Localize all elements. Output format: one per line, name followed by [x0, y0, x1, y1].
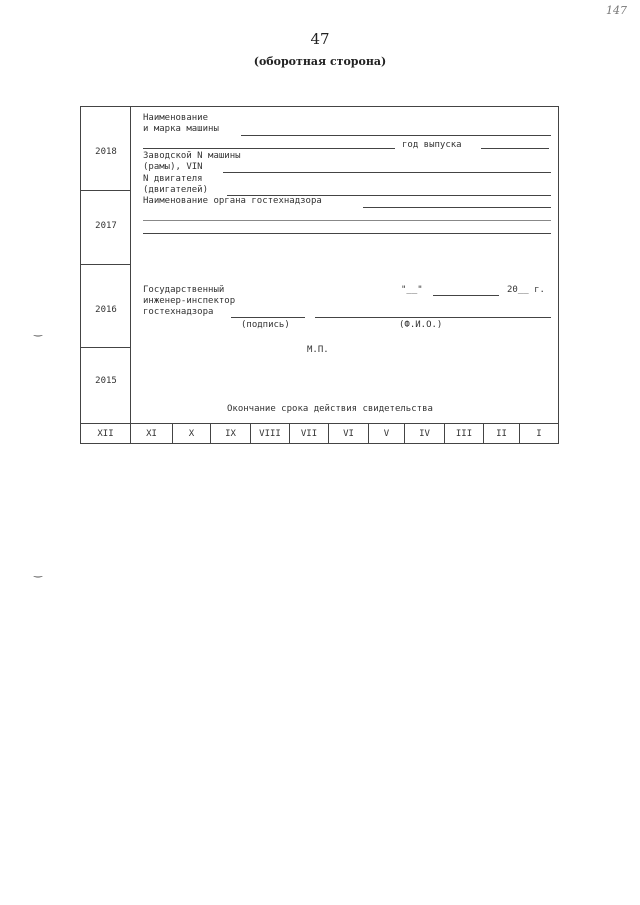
year-cell-2016 [81, 265, 131, 348]
margin-mark: ‿ [34, 326, 43, 337]
page-subtitle: (оборотная сторона) [253, 55, 387, 68]
date-month-field[interactable] [433, 295, 499, 296]
date-year-field[interactable]: 20__ г. [507, 285, 545, 295]
inspector-authority-label: гостехнадзора [143, 307, 214, 317]
month-cell[interactable]: V [369, 424, 405, 444]
year-of-manufacture-label: год выпуска [402, 140, 462, 150]
year-column [81, 107, 131, 423]
month-cell[interactable]: II [484, 424, 520, 444]
expiry-label: Окончание срока действия свидетельства [227, 404, 433, 414]
margin-mark: ‿ [34, 567, 43, 578]
month-row [81, 423, 558, 444]
registration-form [80, 106, 559, 444]
month-cell[interactable]: XII [81, 424, 131, 444]
month-cell[interactable]: IX [211, 424, 251, 444]
date-day-field[interactable]: "__" [401, 285, 423, 295]
year-cell-2017 [81, 191, 131, 265]
year-of-manufacture-field[interactable] [481, 148, 549, 149]
month-cell[interactable]: X [173, 424, 211, 444]
machine-name-field-2[interactable] [143, 148, 395, 149]
machine-name-field[interactable] [241, 135, 551, 136]
machine-brand-label: и марка машины [143, 124, 219, 134]
month-cell[interactable]: VIII [251, 424, 290, 444]
authority-field[interactable] [363, 207, 551, 208]
month-cell[interactable]: I [536, 429, 542, 439]
inspector-role-label: инженер-инспектор [143, 296, 236, 306]
engines-label: (двигателей) [143, 185, 209, 195]
year-label: 2018 [95, 147, 117, 157]
serial-number-label: Заводской N машины [143, 151, 241, 161]
engine-number-label: N двигателя [143, 174, 203, 184]
month-cell[interactable]: IV [405, 424, 445, 444]
signature-caption: (подпись) [241, 320, 290, 330]
vin-field[interactable] [223, 172, 551, 173]
month-cell[interactable]: VII [290, 424, 329, 444]
form-content [131, 107, 558, 423]
corner-annotation: 147 [606, 4, 627, 17]
month-cell[interactable]: III [445, 424, 484, 444]
signature-field[interactable] [231, 317, 305, 318]
year-cell-2018 [81, 107, 131, 191]
year-label: 2016 [95, 305, 117, 315]
inspector-title-label: Государственный [143, 285, 225, 295]
vin-label: (рамы), VIN [143, 162, 203, 172]
page-number: 47 [310, 30, 330, 48]
authority-field-2[interactable] [143, 220, 551, 221]
authority-field-3[interactable] [143, 233, 551, 234]
stamp-label: М.П. [307, 345, 329, 355]
year-label: 2017 [95, 221, 117, 231]
authority-label: Наименование органа гостехнадзора [143, 196, 322, 206]
year-cell-2015 [81, 348, 131, 423]
fio-field[interactable] [315, 317, 551, 318]
month-cell[interactable]: VI [329, 424, 369, 444]
machine-name-label: Наименование [143, 113, 209, 123]
month-cell[interactable]: XI [131, 424, 173, 444]
year-label: 2015 [95, 376, 117, 386]
fio-caption: (Ф.И.О.) [399, 320, 443, 330]
